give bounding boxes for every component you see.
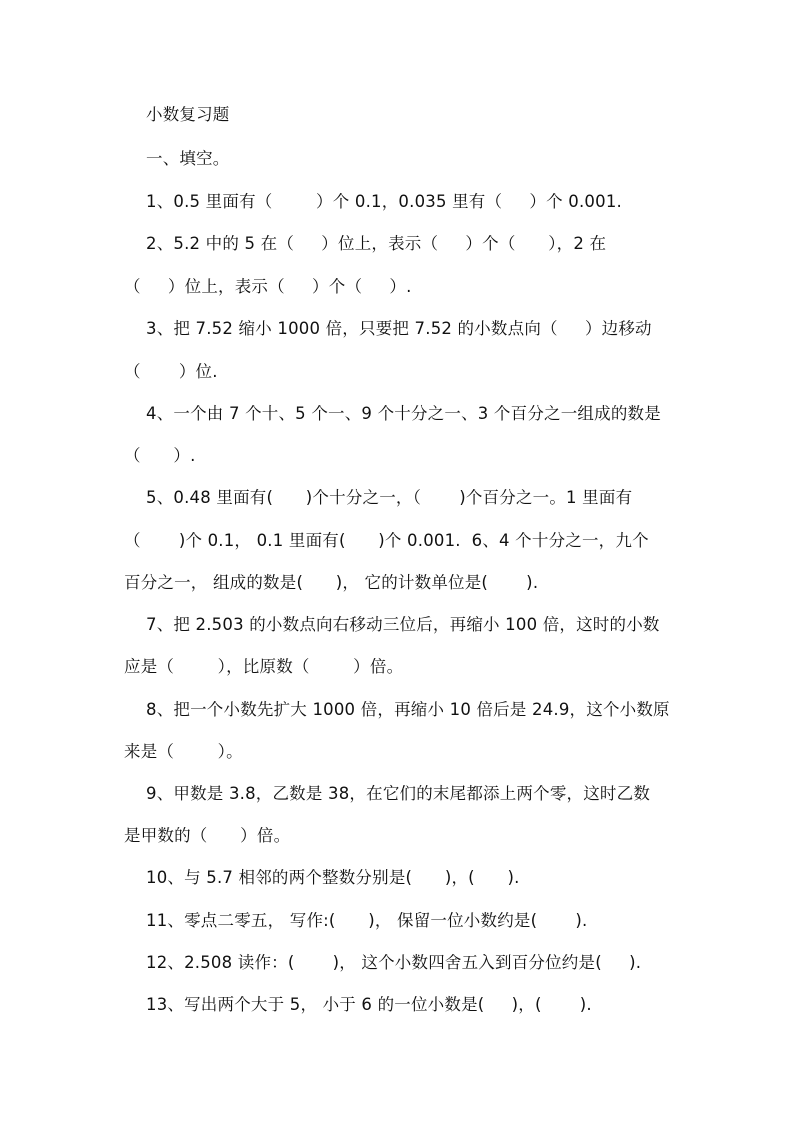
- question-line: 来是（ ）。: [124, 742, 243, 761]
- question-line: 是甲数的（ ）倍。: [124, 826, 291, 845]
- document-title: 小数复习题: [146, 105, 230, 124]
- question-line: 1、0.5 里面有（ ）个 0.1，0.035 里有（ ）个 0.001.: [146, 192, 622, 211]
- question-line: 应是（ ），比原数（ ）倍。: [124, 657, 404, 676]
- question-line: 百分之一， 组成的数是( )， 它的计数单位是( ).: [124, 573, 539, 592]
- question-line: （ ）位.: [124, 362, 218, 381]
- question-line: 10、与 5.7 相邻的两个整数分别是( )，( ).: [146, 868, 520, 887]
- question-line: 5、0.48 里面有( )个十分之一，（ )个百分之一。1 里面有: [146, 488, 633, 507]
- question-line: （ ）位上，表示（ ）个（ ）.: [124, 277, 412, 296]
- question-line: 7、把 2.503 的小数点向右移动三位后，再缩小 100 倍，这时的小数: [146, 615, 660, 634]
- question-line: 4、一个由 7 个十、5 个一、9 个十分之一、3 个百分之一组成的数是: [146, 404, 661, 423]
- question-line: （ )个 0.1， 0.1 里面有( )个 0.001. 6、4 个十分之一，九个: [124, 531, 649, 550]
- question-line: 2、5.2 中的 5 在（ ）位上，表示（ ）个（ ），2 在: [146, 234, 607, 253]
- question-line: 13、写出两个大于 5， 小于 6 的一位小数是( )，( ).: [146, 995, 592, 1014]
- question-line: 8、把一个小数先扩大 1000 倍，再缩小 10 倍后是 24.9，这个小数原: [146, 700, 670, 719]
- question-line: 3、把 7.52 缩小 1000 倍，只要把 7.52 的小数点向（ ）边移动: [146, 319, 652, 338]
- question-line: （ ）.: [124, 446, 196, 465]
- question-line: 12、2.508 读作：( )， 这个小数四舍五入到百分位约是( ).: [146, 953, 642, 972]
- question-line: 11、零点二零五， 写作:( )， 保留一位小数约是( ).: [146, 911, 588, 930]
- section-heading: 一、填空。: [146, 149, 230, 168]
- question-line: 9、甲数是 3.8，乙数是 38，在它们的末尾都添上两个零，这时乙数: [146, 784, 651, 803]
